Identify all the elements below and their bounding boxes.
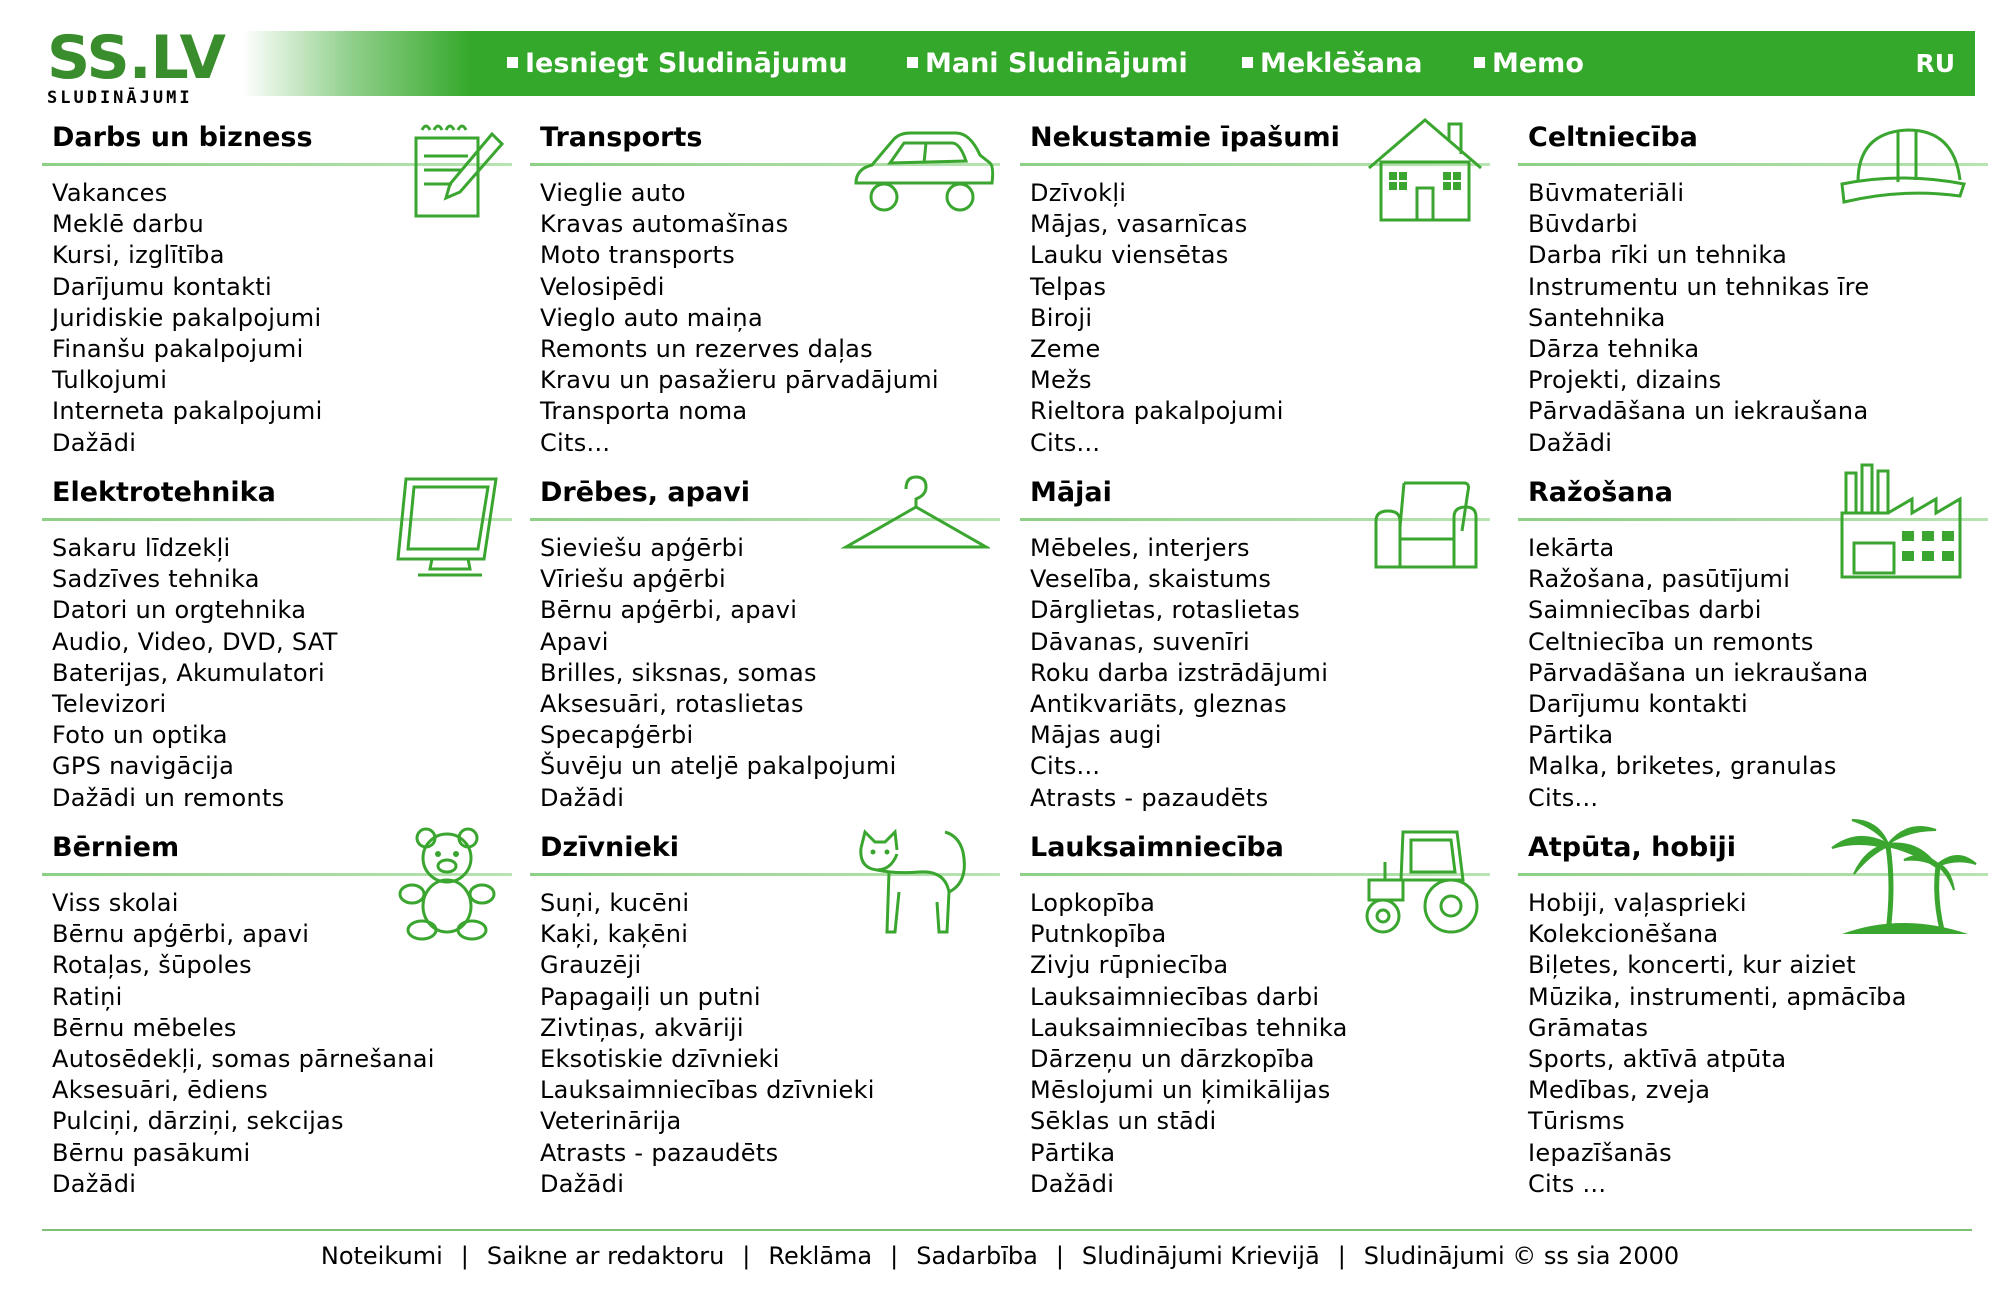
- category-link[interactable]: Kursi, izglītība: [52, 241, 225, 270]
- category-link[interactable]: Instrumentu un tehnikas īre: [1528, 272, 1870, 301]
- category-link[interactable]: Vieglo auto maiņa: [540, 303, 763, 332]
- category-link[interactable]: Mūzika, instrumenti, apmācība: [1528, 982, 1907, 1011]
- footer-separator: |: [1337, 1242, 1346, 1270]
- category-link[interactable]: Būvdarbi: [1528, 210, 1638, 239]
- footer-separator: |: [460, 1242, 469, 1270]
- category-title[interactable]: Atpūta, hobiji: [1528, 832, 1736, 863]
- category-link[interactable]: Lauksaimniecības dzīvnieki: [540, 1076, 875, 1105]
- category-link[interactable]: Malka, briketes, granulas: [1528, 752, 1837, 781]
- bullet-square-icon: [1474, 57, 1485, 68]
- category-link[interactable]: Finanšu pakalpojumi: [52, 335, 304, 364]
- category-link-list: [52, 533, 338, 814]
- category-link[interactable]: Darījumu kontakti: [52, 272, 272, 301]
- category-title[interactable]: Darbs un bizness: [52, 122, 313, 153]
- armchair-icon: [1370, 473, 1480, 583]
- bullet-square-icon: [1242, 57, 1253, 68]
- category-link[interactable]: Cits...: [1528, 783, 1599, 812]
- category-link[interactable]: Dārza tehnika: [1528, 335, 1700, 364]
- category-link[interactable]: Audio, Video, DVD, SAT: [52, 627, 338, 656]
- category-link[interactable]: Specapģērbi: [540, 721, 694, 750]
- footer: [0, 1242, 2000, 1270]
- category-link-list: [540, 533, 897, 814]
- category-darbs-un-bizness: [42, 120, 512, 457]
- category-atputa-hobiji: [1518, 830, 1988, 1198]
- category-link[interactable]: Dažādi: [52, 1169, 137, 1198]
- category-link[interactable]: Meklē darbu: [52, 210, 204, 239]
- category-title[interactable]: Dzīvnieki: [540, 832, 679, 863]
- category-link[interactable]: Foto un optika: [52, 721, 228, 750]
- category-link[interactable]: Kravas automašīnas: [540, 210, 789, 239]
- category-link[interactable]: Pārvadāšana un iekraušana: [1528, 658, 1869, 687]
- category-link[interactable]: Vieglie auto: [540, 179, 686, 207]
- category-link[interactable]: Iepazīšanās: [1528, 1138, 1672, 1167]
- category-title[interactable]: Bērniem: [52, 832, 180, 863]
- category-link[interactable]: Cits ...: [1528, 1169, 1607, 1198]
- category-link[interactable]: Kravu un pasažieru pārvadājumi: [540, 366, 939, 395]
- category-link[interactable]: Moto transports: [540, 241, 736, 270]
- footer-separator: |: [742, 1242, 751, 1270]
- category-link[interactable]: Eksotiskie dzīvnieki: [540, 1045, 780, 1074]
- category-elektrotehnika: [42, 475, 512, 812]
- category-link[interactable]: Celtniecība un remonts: [1528, 627, 1814, 656]
- category-link[interactable]: Atrasts - pazaudēts: [1030, 783, 1269, 812]
- category-title[interactable]: Celtniecība: [1528, 122, 1698, 153]
- category-link[interactable]: Darba rīki un tehnika: [1528, 241, 1788, 270]
- footer-link-rules[interactable]: Noteikumi: [320, 1242, 443, 1270]
- category-link[interactable]: Dažādi: [540, 1169, 625, 1198]
- category-link[interactable]: Roku darba izstrādājumi: [1030, 658, 1329, 687]
- category-link[interactable]: Zeme: [1030, 335, 1101, 364]
- category-link[interactable]: Dārzeņu un dārzkopība: [1030, 1045, 1315, 1074]
- category-link[interactable]: Suņi, kucēni: [540, 889, 690, 917]
- category-link[interactable]: Dažādi: [1528, 428, 1613, 457]
- category-lauksaimnieciba: [1020, 830, 1490, 1198]
- category-link[interactable]: Pārtika: [1030, 1138, 1116, 1167]
- category-link[interactable]: Zivju rūpniecība: [1030, 951, 1229, 980]
- category-link[interactable]: Mēslojumi un ķimikālijas: [1030, 1076, 1331, 1105]
- category-link[interactable]: Autosēdekļi, somas pārnešanai: [52, 1045, 435, 1074]
- category-link[interactable]: Viss skolai: [52, 889, 179, 917]
- category-link[interactable]: Putnkopība: [1030, 920, 1167, 949]
- category-link-list: [1528, 533, 1868, 814]
- category-link[interactable]: Veterinārija: [540, 1107, 682, 1136]
- category-link[interactable]: Lauksaimniecības tehnika: [1030, 1013, 1348, 1042]
- category-title[interactable]: Nekustamie īpašumi: [1030, 122, 1340, 153]
- category-link[interactable]: Vakances: [52, 179, 168, 207]
- category-link[interactable]: Mājas, vasarnīcas: [1030, 210, 1248, 239]
- category-link[interactable]: Telpas: [1030, 272, 1107, 301]
- category-link[interactable]: Lauku viensētas: [1030, 241, 1229, 270]
- category-nekustamie-ipasumi: [1020, 120, 1490, 457]
- category-title[interactable]: Elektrotehnika: [52, 477, 276, 508]
- category-link[interactable]: Datori un orgtehnika: [52, 596, 307, 625]
- footer-divider: [42, 1229, 1972, 1231]
- category-link[interactable]: Sports, aktīvā atpūta: [1528, 1045, 1787, 1074]
- nav-my-ads[interactable]: Mani Sludinājumi: [907, 31, 1188, 96]
- category-link[interactable]: Hobiji, vaļasprieki: [1528, 889, 1747, 917]
- category-link-list: [1528, 888, 1907, 1200]
- category-link-list: [540, 178, 939, 459]
- footer-link-ads-russia[interactable]: Sludinājumi Krievijā: [1081, 1242, 1320, 1270]
- category-transports: [530, 120, 1000, 457]
- category-link[interactable]: Pārvadāšana un iekraušana: [1528, 397, 1869, 426]
- category-link[interactable]: Projekti, dizains: [1528, 366, 1722, 395]
- category-link-list: [1030, 888, 1348, 1200]
- category-link[interactable]: Medības, zveja: [1528, 1076, 1711, 1105]
- nav-search[interactable]: Meklēšana: [1242, 31, 1422, 96]
- category-link[interactable]: Transporta noma: [540, 397, 748, 426]
- category-link-list: [1030, 533, 1328, 814]
- footer-link-contact-editor[interactable]: Saikne ar redaktoru: [486, 1242, 725, 1270]
- category-link[interactable]: Zivtiņas, akvāriji: [540, 1013, 744, 1042]
- category-link[interactable]: Juridiskie pakalpojumi: [52, 303, 322, 332]
- category-title[interactable]: Ražošana: [1528, 477, 1674, 508]
- top-navbar: [242, 31, 1975, 96]
- category-link[interactable]: Pārtika: [1528, 721, 1614, 750]
- category-link[interactable]: Lauksaimniecības darbi: [1030, 982, 1320, 1011]
- category-link[interactable]: Aksesuāri, rotaslietas: [540, 690, 804, 719]
- category-link-list: [52, 178, 323, 459]
- logo-subtitle: SLUDINĀJUMI: [47, 88, 193, 108]
- category-link[interactable]: Būvmateriāli: [1528, 179, 1685, 207]
- footer-separator: |: [890, 1242, 899, 1270]
- category-link[interactable]: Tūrisms: [1528, 1107, 1625, 1136]
- language-switch-ru[interactable]: RU: [1915, 49, 1955, 78]
- footer-link-cooperation[interactable]: Sadarbība: [916, 1242, 1038, 1270]
- category-link[interactable]: Velosipēdi: [540, 272, 665, 301]
- category-link[interactable]: Sēklas un stādi: [1030, 1107, 1217, 1136]
- category-link[interactable]: Grāmatas: [1528, 1013, 1649, 1042]
- category-link[interactable]: Darījumu kontakti: [1528, 690, 1748, 719]
- category-link[interactable]: Sadzīves tehnika: [52, 565, 260, 594]
- category-link[interactable]: Remonts un rezerves daļas: [540, 335, 873, 364]
- category-link[interactable]: Apavi: [540, 627, 609, 656]
- bullet-square-icon: [507, 57, 518, 68]
- category-title[interactable]: Lauksaimniecība: [1030, 832, 1284, 863]
- category-link[interactable]: Televizori: [52, 690, 167, 719]
- category-link[interactable]: Ražošana, pasūtījumi: [1528, 565, 1791, 594]
- category-celtnieciba: [1518, 120, 1988, 457]
- category-link[interactable]: Cits...: [1030, 428, 1101, 457]
- bullet-square-icon: [907, 57, 918, 68]
- category-link[interactable]: Dāvanas, suvenīri: [1030, 627, 1250, 656]
- footer-link-advertising[interactable]: Reklāma: [768, 1242, 873, 1270]
- category-link[interactable]: Sieviešu apģērbi: [540, 534, 745, 562]
- monitor-icon: [392, 473, 502, 583]
- category-link[interactable]: Vīriešu apģērbi: [540, 565, 726, 594]
- category-link[interactable]: Dzīvokļi: [1030, 179, 1127, 207]
- category-link[interactable]: Bērnu pasākumi: [52, 1138, 251, 1167]
- category-link[interactable]: Rieltora pakalpojumi: [1030, 397, 1284, 426]
- category-link[interactable]: Cits...: [540, 428, 611, 457]
- category-link[interactable]: Interneta pakalpojumi: [52, 397, 323, 426]
- category-link-list: [1528, 178, 1869, 459]
- category-link[interactable]: Pulciņi, dārziņi, sekcijas: [52, 1107, 344, 1136]
- category-link-list: [1030, 178, 1284, 459]
- logo[interactable]: [47, 23, 237, 108]
- category-link[interactable]: Saimniecības darbi: [1528, 596, 1762, 625]
- category-link[interactable]: Kolekcionēšana: [1528, 920, 1719, 949]
- category-link[interactable]: Biroji: [1030, 303, 1093, 332]
- category-title[interactable]: Transports: [540, 122, 703, 153]
- category-link[interactable]: Aksesuāri, ēdiens: [52, 1076, 269, 1105]
- category-link[interactable]: Dažādi un remonts: [52, 783, 285, 812]
- category-link[interactable]: Dažādi: [52, 428, 137, 457]
- category-link[interactable]: Šuvēju un ateljē pakalpojumi: [540, 752, 897, 781]
- category-link[interactable]: Dārglietas, rotaslietas: [1030, 596, 1301, 625]
- category-link[interactable]: Papagaiļi un putni: [540, 982, 761, 1011]
- notepad-pencil-icon: [402, 120, 512, 220]
- category-link[interactable]: Veselība, skaistums: [1030, 565, 1272, 594]
- category-berniem: [42, 830, 512, 1198]
- nav-memo[interactable]: Memo: [1474, 31, 1584, 96]
- category-link[interactable]: Biļetes, koncerti, kur aiziet: [1528, 951, 1856, 980]
- tractor-icon: [1355, 822, 1485, 942]
- category-link[interactable]: Antikvariāts, gleznas: [1030, 690, 1287, 719]
- category-title[interactable]: Drēbes, apavi: [540, 477, 751, 508]
- category-link[interactable]: Baterijas, Akumulatori: [52, 658, 326, 687]
- category-link[interactable]: GPS navigācija: [52, 752, 235, 781]
- category-drebes-apavi: [530, 475, 1000, 812]
- category-link[interactable]: Santehnika: [1528, 303, 1666, 332]
- footer-separator: |: [1055, 1242, 1064, 1270]
- category-razosana: [1518, 475, 1988, 812]
- category-link[interactable]: Bērnu mēbeles: [52, 1013, 237, 1042]
- category-title[interactable]: Mājai: [1030, 477, 1112, 508]
- category-dzivnieki: [530, 830, 1000, 1198]
- nav-submit-ad[interactable]: Iesniegt Sludinājumu: [507, 31, 848, 96]
- category-link[interactable]: Kaķi, kaķēni: [540, 920, 689, 949]
- category-link[interactable]: Dažādi: [540, 783, 625, 812]
- category-link[interactable]: Mēbeles, interjers: [1030, 534, 1250, 562]
- house-icon: [1365, 112, 1485, 232]
- category-link[interactable]: Ratiņi: [52, 982, 123, 1011]
- category-link[interactable]: Tulkojumi: [52, 366, 168, 395]
- category-link[interactable]: Brilles, siksnas, somas: [540, 658, 817, 687]
- category-link[interactable]: Mežs: [1030, 366, 1092, 395]
- category-majai: [1020, 475, 1490, 812]
- category-link[interactable]: Mājas augi: [1030, 721, 1162, 750]
- category-link[interactable]: Sakaru līdzekļi: [52, 534, 231, 562]
- category-link[interactable]: Rotaļas, šūpoles: [52, 951, 252, 980]
- category-link[interactable]: Cits...: [1030, 752, 1101, 781]
- category-link[interactable]: Bērnu apģērbi, apavi: [52, 920, 310, 949]
- category-link[interactable]: Dažādi: [1030, 1169, 1115, 1198]
- category-link-list: [52, 888, 435, 1200]
- category-link[interactable]: Lopkopība: [1030, 889, 1156, 917]
- category-link[interactable]: Iekārta: [1528, 534, 1615, 562]
- category-link[interactable]: Atrasts - pazaudēts: [540, 1138, 779, 1167]
- category-link-list: [540, 888, 875, 1200]
- category-link[interactable]: Grauzēji: [540, 951, 642, 980]
- footer-copyright[interactable]: Sludinājumi © ss sia 2000: [1363, 1242, 1680, 1270]
- logo-title: SS.LV: [47, 23, 225, 93]
- category-link[interactable]: Bērnu apģērbi, apavi: [540, 596, 798, 625]
